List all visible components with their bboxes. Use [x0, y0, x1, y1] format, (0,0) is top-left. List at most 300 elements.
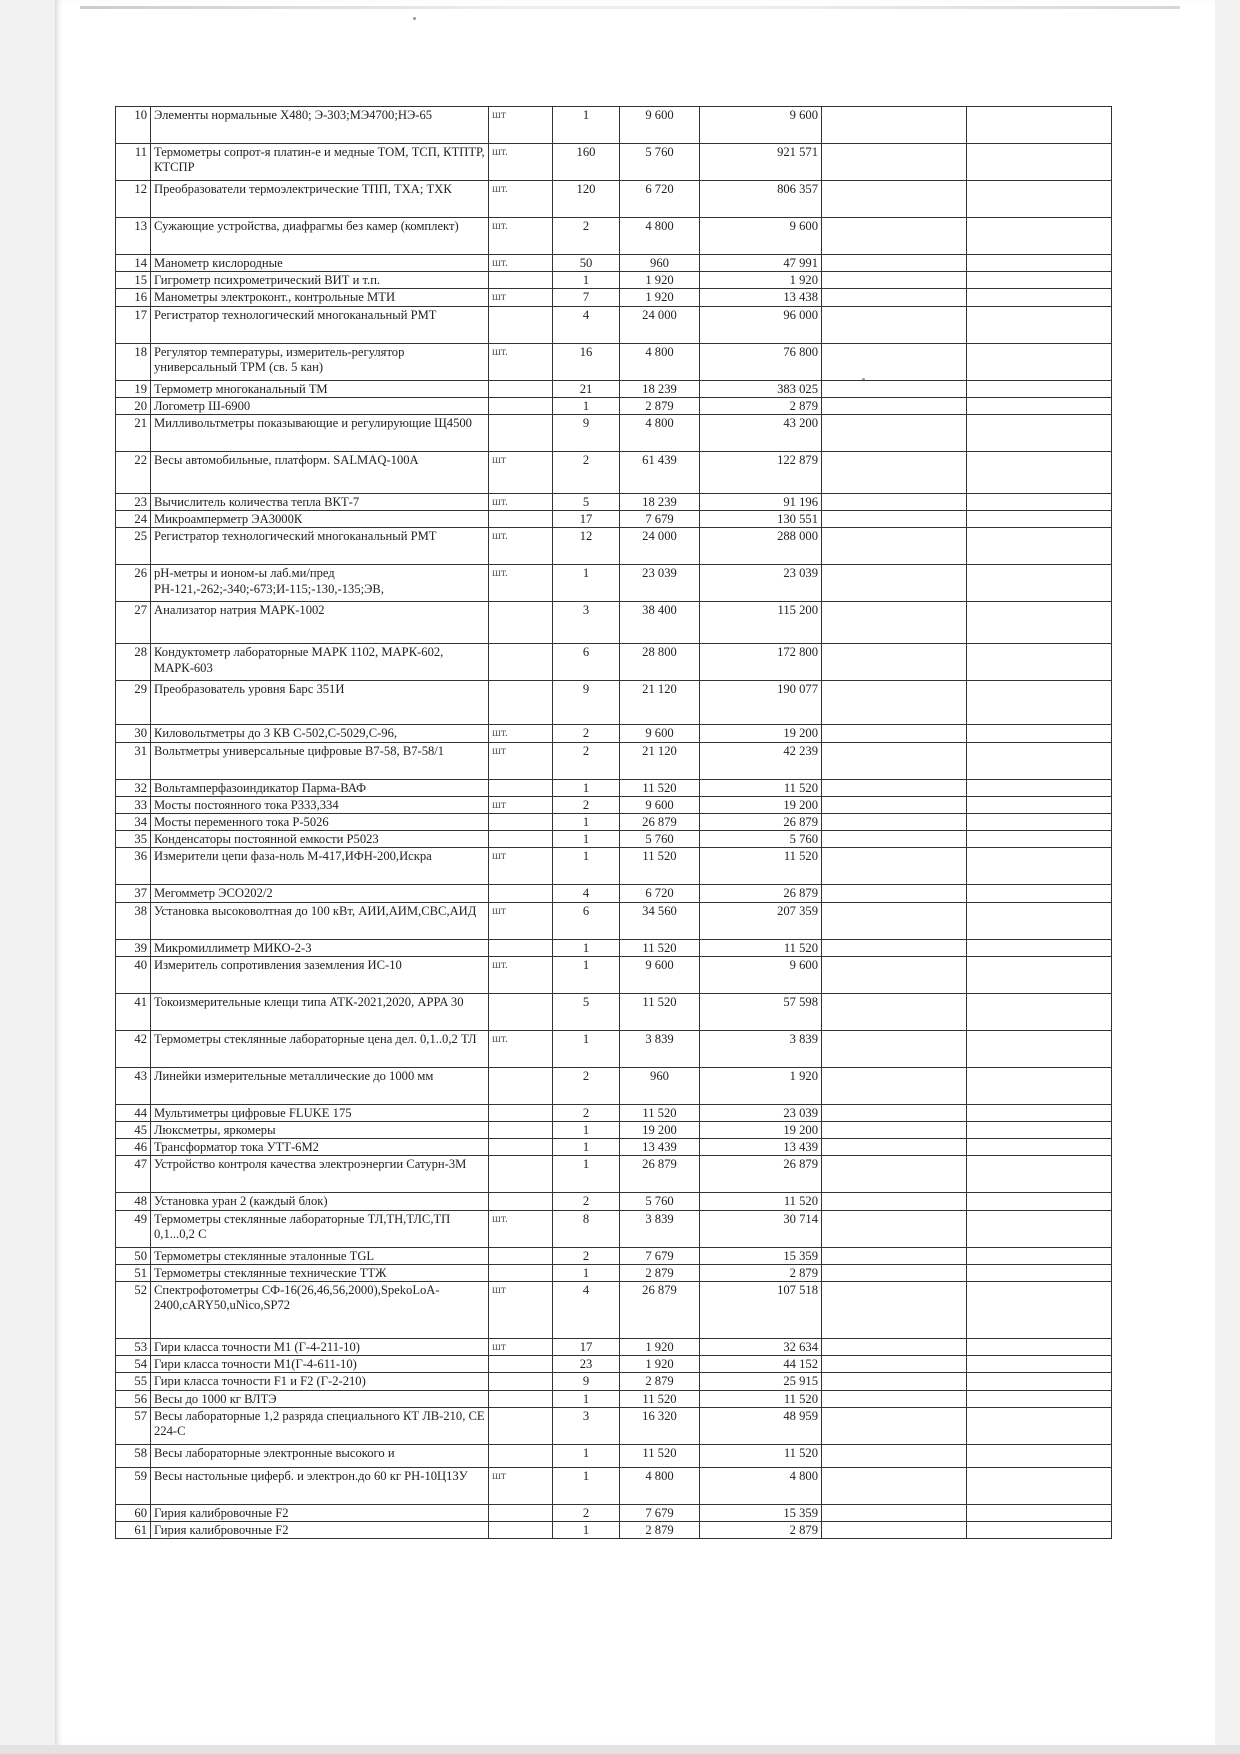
- item-name-cell: Мосты постоянного тока Р333,334: [151, 796, 489, 813]
- unit-price-cell: 11 520: [620, 1444, 700, 1467]
- table-row: [116, 602, 1112, 644]
- total-sum-cell: 172 800: [700, 644, 822, 681]
- table-row: [116, 255, 1112, 272]
- item-name-cell: Вычислитель количества тепла ВКТ-7: [151, 494, 489, 511]
- table-row: [116, 779, 1112, 796]
- unit-cell: [489, 1067, 553, 1104]
- empty-cell: [822, 565, 967, 602]
- unit-cell: [489, 1264, 553, 1281]
- total-sum-cell: 130 551: [700, 511, 822, 528]
- unit-cell: шт: [489, 1467, 553, 1504]
- item-name-cell: Спектрофотометры СФ-16(26,46,56,2000),SpekoLoA-2400,cARY50,uNico,SP72: [151, 1282, 489, 1339]
- quantity-cell: 2: [553, 742, 620, 779]
- unit-cell: [489, 306, 553, 343]
- row-number-cell: 15: [116, 272, 151, 289]
- empty-cell: [822, 415, 967, 452]
- quantity-cell: 1: [553, 1390, 620, 1407]
- row-number-cell: 58: [116, 1444, 151, 1467]
- quantity-cell: 1: [553, 848, 620, 885]
- unit-price-cell: 21 120: [620, 742, 700, 779]
- total-sum-cell: 25 915: [700, 1373, 822, 1390]
- table-row: [116, 1067, 1112, 1104]
- empty-cell: [967, 1122, 1112, 1139]
- row-number-cell: 18: [116, 343, 151, 380]
- quantity-cell: 4: [553, 306, 620, 343]
- empty-cell: [967, 565, 1112, 602]
- empty-cell: [822, 644, 967, 681]
- table-row: [116, 1156, 1112, 1193]
- equipment-price-table: [115, 106, 1112, 1539]
- empty-cell: [967, 1139, 1112, 1156]
- table-row: [116, 1193, 1112, 1210]
- unit-cell: [489, 1139, 553, 1156]
- empty-cell: [967, 1156, 1112, 1193]
- row-number-cell: 45: [116, 1122, 151, 1139]
- item-name-cell: Измеритель сопротивления заземления ИС-10: [151, 956, 489, 993]
- item-name-cell: Токоизмерительные клещи типа АТК-2021,2020, APPA 30: [151, 993, 489, 1030]
- table-row: [116, 1467, 1112, 1504]
- unit-cell: [489, 644, 553, 681]
- unit-cell: шт.: [489, 528, 553, 565]
- unit-cell: [489, 1407, 553, 1444]
- total-sum-cell: 11 520: [700, 1444, 822, 1467]
- item-name-cell: Преобразователи термоэлектрические ТПП, ТХА; ТХК: [151, 181, 489, 218]
- unit-price-cell: 1 920: [620, 1339, 700, 1356]
- unit-cell: [489, 511, 553, 528]
- quantity-cell: 5: [553, 494, 620, 511]
- row-number-cell: 29: [116, 681, 151, 725]
- quantity-cell: 2: [553, 1193, 620, 1210]
- quantity-cell: 1: [553, 1139, 620, 1156]
- quantity-cell: 1: [553, 272, 620, 289]
- unit-cell: шт.: [489, 565, 553, 602]
- empty-cell: [822, 848, 967, 885]
- table-row: [116, 742, 1112, 779]
- unit-price-cell: 11 520: [620, 993, 700, 1030]
- item-name-cell: Гири класса точности М1 (Г-4-211-10): [151, 1339, 489, 1356]
- empty-cell: [822, 452, 967, 494]
- item-name-cell: Весы автомобильные, платформ. SALMAQ-100А: [151, 452, 489, 494]
- empty-cell: [822, 1356, 967, 1373]
- table-row: [116, 452, 1112, 494]
- table-row: [116, 1444, 1112, 1467]
- empty-cell: [967, 218, 1112, 255]
- item-name-cell: Вольтметры универсальные цифровые В7-58, В7-58/1: [151, 742, 489, 779]
- total-sum-cell: 26 879: [700, 885, 822, 902]
- unit-cell: шт: [489, 848, 553, 885]
- quantity-cell: 2: [553, 452, 620, 494]
- table-row: [116, 1522, 1112, 1539]
- unit-price-cell: 9 600: [620, 956, 700, 993]
- empty-cell: [822, 218, 967, 255]
- unit-price-cell: 38 400: [620, 602, 700, 644]
- empty-cell: [822, 796, 967, 813]
- table-row: [116, 343, 1112, 380]
- total-sum-cell: 383 025: [700, 380, 822, 397]
- empty-cell: [967, 272, 1112, 289]
- table-row: [116, 1264, 1112, 1281]
- total-sum-cell: 23 039: [700, 565, 822, 602]
- unit-cell: [489, 1504, 553, 1521]
- unit-cell: [489, 831, 553, 848]
- item-name-cell: Трансформатор тока УТТ-6М2: [151, 1139, 489, 1156]
- row-number-cell: 52: [116, 1282, 151, 1339]
- unit-price-cell: 24 000: [620, 528, 700, 565]
- quantity-cell: 23: [553, 1356, 620, 1373]
- empty-cell: [967, 848, 1112, 885]
- unit-cell: [489, 1356, 553, 1373]
- empty-cell: [822, 1139, 967, 1156]
- empty-cell: [822, 1373, 967, 1390]
- empty-cell: [822, 939, 967, 956]
- table-row: [116, 939, 1112, 956]
- unit-cell: шт: [489, 289, 553, 306]
- quantity-cell: 1: [553, 956, 620, 993]
- row-number-cell: 57: [116, 1407, 151, 1444]
- empty-cell: [967, 452, 1112, 494]
- quantity-cell: 9: [553, 415, 620, 452]
- unit-cell: [489, 814, 553, 831]
- empty-cell: [822, 993, 967, 1030]
- unit-cell: [489, 681, 553, 725]
- item-name-cell: Элементы нормальные Х480; Э-303;МЭ4700;НЭ-65: [151, 107, 489, 144]
- empty-cell: [967, 1504, 1112, 1521]
- row-number-cell: 59: [116, 1467, 151, 1504]
- quantity-cell: 9: [553, 681, 620, 725]
- empty-cell: [822, 1390, 967, 1407]
- item-name-cell: рН-метры и ионом-ы лаб.ми/пред РН-121,-262;-340;-673;И-115;-130,-135;ЭВ,: [151, 565, 489, 602]
- total-sum-cell: 13 439: [700, 1139, 822, 1156]
- row-number-cell: 27: [116, 602, 151, 644]
- unit-price-cell: 11 520: [620, 1390, 700, 1407]
- item-name-cell: Сужающие устройства, диафрагмы без камер (комплект): [151, 218, 489, 255]
- quantity-cell: 5: [553, 993, 620, 1030]
- table-row: [116, 848, 1112, 885]
- table-row: [116, 306, 1112, 343]
- empty-cell: [967, 814, 1112, 831]
- total-sum-cell: 57 598: [700, 993, 822, 1030]
- quantity-cell: 17: [553, 1339, 620, 1356]
- row-number-cell: 48: [116, 1193, 151, 1210]
- quantity-cell: 17: [553, 511, 620, 528]
- unit-price-cell: 21 120: [620, 681, 700, 725]
- empty-cell: [967, 107, 1112, 144]
- quantity-cell: 1: [553, 779, 620, 796]
- row-number-cell: 23: [116, 494, 151, 511]
- table-row: [116, 415, 1112, 452]
- total-sum-cell: 26 879: [700, 1156, 822, 1193]
- row-number-cell: 32: [116, 779, 151, 796]
- item-name-cell: Мультиметры цифровые FLUKE 175: [151, 1104, 489, 1121]
- empty-cell: [822, 1504, 967, 1521]
- empty-cell: [822, 511, 967, 528]
- empty-cell: [967, 380, 1112, 397]
- unit-cell: шт.: [489, 181, 553, 218]
- quantity-cell: 2: [553, 725, 620, 742]
- total-sum-cell: 11 520: [700, 1390, 822, 1407]
- item-name-cell: Милливольтметры показывающие и регулирующие Щ4500: [151, 415, 489, 452]
- total-sum-cell: 19 200: [700, 725, 822, 742]
- row-number-cell: 36: [116, 848, 151, 885]
- empty-cell: [967, 1407, 1112, 1444]
- unit-price-cell: 1 920: [620, 1356, 700, 1373]
- table-row: [116, 380, 1112, 397]
- empty-cell: [967, 681, 1112, 725]
- empty-cell: [822, 397, 967, 414]
- total-sum-cell: 32 634: [700, 1339, 822, 1356]
- unit-cell: шт: [489, 107, 553, 144]
- empty-cell: [822, 1407, 967, 1444]
- quantity-cell: 4: [553, 1282, 620, 1339]
- empty-cell: [967, 885, 1112, 902]
- row-number-cell: 16: [116, 289, 151, 306]
- unit-price-cell: 5 760: [620, 144, 700, 181]
- empty-cell: [967, 1264, 1112, 1281]
- unit-cell: [489, 939, 553, 956]
- row-number-cell: 42: [116, 1030, 151, 1067]
- quantity-cell: 1: [553, 1522, 620, 1539]
- row-number-cell: 39: [116, 939, 151, 956]
- unit-price-cell: 16 320: [620, 1407, 700, 1444]
- unit-cell: [489, 1122, 553, 1139]
- unit-price-cell: 26 879: [620, 814, 700, 831]
- row-number-cell: 22: [116, 452, 151, 494]
- total-sum-cell: 9 600: [700, 218, 822, 255]
- unit-price-cell: 9 600: [620, 725, 700, 742]
- row-number-cell: 43: [116, 1067, 151, 1104]
- unit-price-cell: 960: [620, 255, 700, 272]
- empty-cell: [822, 494, 967, 511]
- total-sum-cell: 47 991: [700, 255, 822, 272]
- table-row: [116, 181, 1112, 218]
- total-sum-cell: 15 359: [700, 1504, 822, 1521]
- total-sum-cell: 4 800: [700, 1467, 822, 1504]
- empty-cell: [822, 956, 967, 993]
- table-row: [116, 1373, 1112, 1390]
- empty-cell: [967, 289, 1112, 306]
- total-sum-cell: 96 000: [700, 306, 822, 343]
- item-name-cell: Гирия калибровочные F2: [151, 1504, 489, 1521]
- quantity-cell: 3: [553, 602, 620, 644]
- empty-cell: [822, 306, 967, 343]
- quantity-cell: 7: [553, 289, 620, 306]
- row-number-cell: 33: [116, 796, 151, 813]
- unit-cell: [489, 1247, 553, 1264]
- item-name-cell: Логометр Ш-6900: [151, 397, 489, 414]
- unit-cell: шт.: [489, 343, 553, 380]
- unit-price-cell: 9 600: [620, 796, 700, 813]
- unit-price-cell: 4 800: [620, 1467, 700, 1504]
- total-sum-cell: 11 520: [700, 939, 822, 956]
- row-number-cell: 31: [116, 742, 151, 779]
- unit-cell: [489, 1444, 553, 1467]
- table-row: [116, 528, 1112, 565]
- table-row: [116, 289, 1112, 306]
- unit-cell: [489, 1390, 553, 1407]
- table-row: [116, 1339, 1112, 1356]
- empty-cell: [967, 1104, 1112, 1121]
- row-number-cell: 50: [116, 1247, 151, 1264]
- unit-cell: шт.: [489, 956, 553, 993]
- total-sum-cell: 190 077: [700, 681, 822, 725]
- row-number-cell: 24: [116, 511, 151, 528]
- total-sum-cell: 288 000: [700, 528, 822, 565]
- empty-cell: [967, 1356, 1112, 1373]
- unit-cell: шт.: [489, 218, 553, 255]
- empty-cell: [967, 939, 1112, 956]
- table-row: [116, 218, 1112, 255]
- empty-cell: [822, 107, 967, 144]
- quantity-cell: 4: [553, 885, 620, 902]
- empty-cell: [822, 779, 967, 796]
- unit-price-cell: 4 800: [620, 415, 700, 452]
- quantity-cell: 2: [553, 1104, 620, 1121]
- unit-cell: шт.: [489, 144, 553, 181]
- table-row: [116, 1122, 1112, 1139]
- item-name-cell: Манометр кислородные: [151, 255, 489, 272]
- quantity-cell: 1: [553, 814, 620, 831]
- item-name-cell: Термометры стеклянные технические ТТЖ: [151, 1264, 489, 1281]
- unit-price-cell: 24 000: [620, 306, 700, 343]
- total-sum-cell: 921 571: [700, 144, 822, 181]
- row-number-cell: 60: [116, 1504, 151, 1521]
- empty-cell: [822, 885, 967, 902]
- empty-cell: [967, 1067, 1112, 1104]
- item-name-cell: Измерители цепи фаза-ноль М-417,ИФН-200,Искра: [151, 848, 489, 885]
- unit-cell: шт: [489, 1339, 553, 1356]
- item-name-cell: Микроамперметр ЭА3000К: [151, 511, 489, 528]
- total-sum-cell: 122 879: [700, 452, 822, 494]
- item-name-cell: Гигрометр психрометрический ВИТ и т.п.: [151, 272, 489, 289]
- empty-cell: [967, 602, 1112, 644]
- unit-price-cell: 28 800: [620, 644, 700, 681]
- unit-cell: шт.: [489, 725, 553, 742]
- unit-price-cell: 5 760: [620, 1193, 700, 1210]
- quantity-cell: 2: [553, 796, 620, 813]
- empty-cell: [822, 181, 967, 218]
- table-row: [116, 814, 1112, 831]
- quantity-cell: 1: [553, 831, 620, 848]
- empty-cell: [822, 1122, 967, 1139]
- empty-cell: [967, 397, 1112, 414]
- unit-price-cell: 11 520: [620, 848, 700, 885]
- empty-cell: [822, 1522, 967, 1539]
- empty-cell: [967, 725, 1112, 742]
- empty-cell: [822, 1030, 967, 1067]
- unit-cell: шт.: [489, 1030, 553, 1067]
- row-number-cell: 20: [116, 397, 151, 414]
- empty-cell: [967, 181, 1112, 218]
- row-number-cell: 34: [116, 814, 151, 831]
- unit-price-cell: 11 520: [620, 779, 700, 796]
- unit-price-cell: 2 879: [620, 1522, 700, 1539]
- total-sum-cell: 48 959: [700, 1407, 822, 1444]
- empty-cell: [967, 831, 1112, 848]
- item-name-cell: Термометр многоканальный ТМ: [151, 380, 489, 397]
- empty-cell: [967, 956, 1112, 993]
- empty-cell: [822, 814, 967, 831]
- item-name-cell: Установка уран 2 (каждый блок): [151, 1193, 489, 1210]
- total-sum-cell: 15 359: [700, 1247, 822, 1264]
- row-number-cell: 37: [116, 885, 151, 902]
- item-name-cell: Конденсаторы постоянной емкости Р5023: [151, 831, 489, 848]
- quantity-cell: 160: [553, 144, 620, 181]
- total-sum-cell: 30 714: [700, 1210, 822, 1247]
- unit-cell: [489, 602, 553, 644]
- unit-price-cell: 960: [620, 1067, 700, 1104]
- table-row: [116, 644, 1112, 681]
- unit-price-cell: 18 239: [620, 380, 700, 397]
- table-row: [116, 494, 1112, 511]
- table-row: [116, 1104, 1112, 1121]
- item-name-cell: Гирия калибровочные F2: [151, 1522, 489, 1539]
- row-number-cell: 53: [116, 1339, 151, 1356]
- row-number-cell: 14: [116, 255, 151, 272]
- total-sum-cell: 13 438: [700, 289, 822, 306]
- empty-cell: [967, 1210, 1112, 1247]
- item-name-cell: Весы лабораторные 1,2 разряда специального КТ ЛВ-210, СЕ 224-С: [151, 1407, 489, 1444]
- empty-cell: [967, 742, 1112, 779]
- item-name-cell: Регистратор технологический многоканальный РМТ: [151, 528, 489, 565]
- total-sum-cell: 11 520: [700, 779, 822, 796]
- unit-price-cell: 1 920: [620, 289, 700, 306]
- table-row: [116, 511, 1112, 528]
- item-name-cell: Регистратор технологический многоканальный РМТ: [151, 306, 489, 343]
- unit-price-cell: 3 839: [620, 1030, 700, 1067]
- table-row: [116, 796, 1112, 813]
- unit-price-cell: 34 560: [620, 902, 700, 939]
- empty-cell: [967, 644, 1112, 681]
- table-row: [116, 1356, 1112, 1373]
- unit-price-cell: 7 679: [620, 1247, 700, 1264]
- total-sum-cell: 91 196: [700, 494, 822, 511]
- empty-cell: [822, 902, 967, 939]
- row-number-cell: 38: [116, 902, 151, 939]
- empty-cell: [822, 1264, 967, 1281]
- item-name-cell: Манометры электроконт., контрольные МТИ: [151, 289, 489, 306]
- empty-cell: [967, 1193, 1112, 1210]
- total-sum-cell: 5 760: [700, 831, 822, 848]
- unit-price-cell: 5 760: [620, 831, 700, 848]
- item-name-cell: Гири класса точности М1(Г-4-611-10): [151, 1356, 489, 1373]
- row-number-cell: 28: [116, 644, 151, 681]
- empty-cell: [822, 343, 967, 380]
- row-number-cell: 46: [116, 1139, 151, 1156]
- table-row: [116, 1407, 1112, 1444]
- row-number-cell: 30: [116, 725, 151, 742]
- unit-price-cell: 19 200: [620, 1122, 700, 1139]
- empty-cell: [967, 902, 1112, 939]
- row-number-cell: 26: [116, 565, 151, 602]
- quantity-cell: 6: [553, 644, 620, 681]
- unit-cell: [489, 272, 553, 289]
- empty-cell: [822, 1282, 967, 1339]
- empty-cell: [822, 380, 967, 397]
- quantity-cell: 16: [553, 343, 620, 380]
- unit-price-cell: 4 800: [620, 343, 700, 380]
- empty-cell: [967, 1467, 1112, 1504]
- row-number-cell: 11: [116, 144, 151, 181]
- empty-cell: [967, 1282, 1112, 1339]
- quantity-cell: 120: [553, 181, 620, 218]
- unit-price-cell: 4 800: [620, 218, 700, 255]
- empty-cell: [967, 1373, 1112, 1390]
- quantity-cell: 6: [553, 902, 620, 939]
- item-name-cell: Термометры стеклянные эталонные TGL: [151, 1247, 489, 1264]
- unit-cell: [489, 1373, 553, 1390]
- table-row: [116, 885, 1112, 902]
- total-sum-cell: 107 518: [700, 1282, 822, 1339]
